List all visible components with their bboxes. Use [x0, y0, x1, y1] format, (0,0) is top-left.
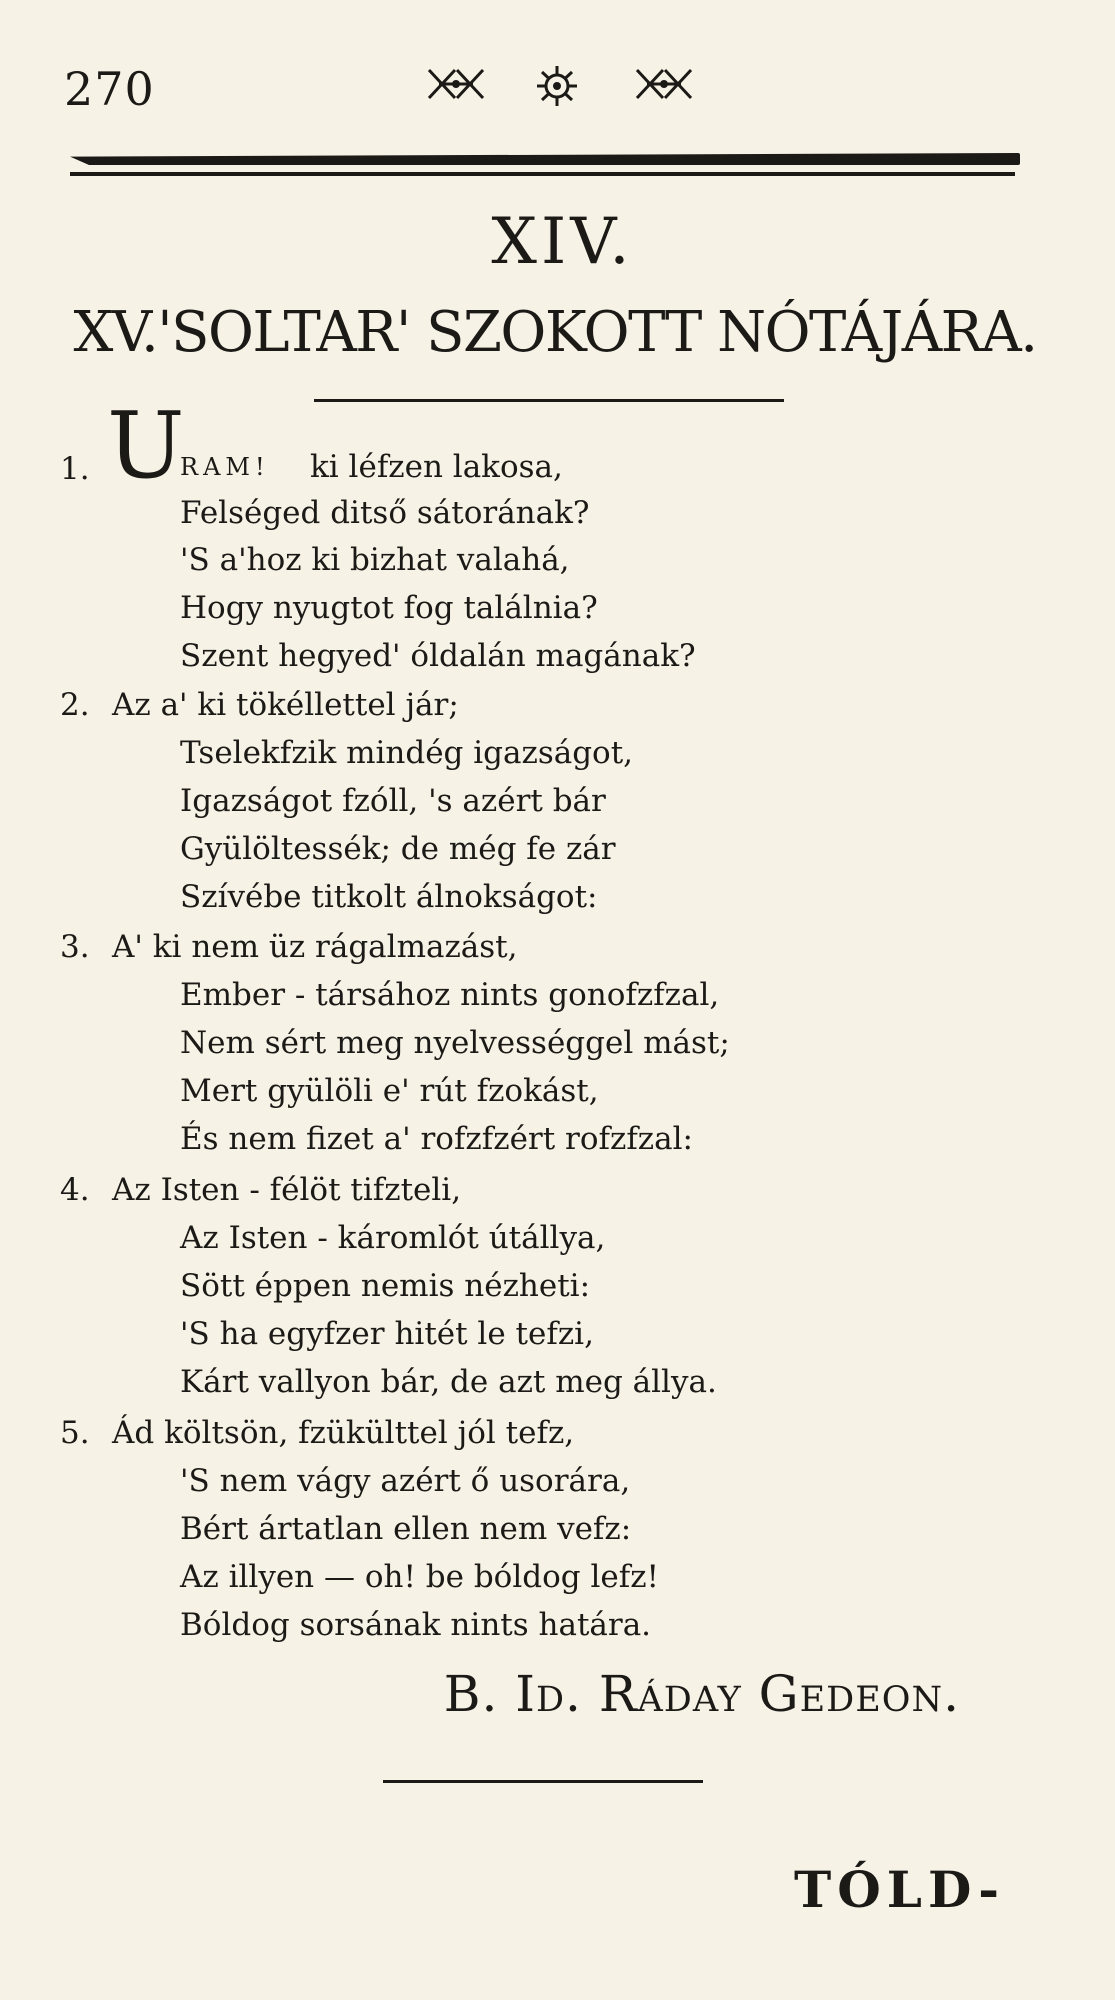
first-word-small-caps: RAM!	[180, 453, 270, 481]
catchword: TÓLD-	[794, 1860, 1005, 1919]
stanza-number: 3.	[60, 929, 90, 965]
stanza-number: 1.	[60, 451, 90, 487]
verse-line: Gyülöltessék; de még fe zár	[180, 831, 616, 867]
poem-title: XV.'SOLTAR' SZOKOTT NÓTÁJÁRA.	[73, 300, 1037, 365]
bottom-rule	[383, 1780, 703, 1783]
verse-line: 'S ha egyfzer hitét le tefzi,	[180, 1316, 594, 1352]
page-number: 270	[64, 62, 155, 116]
verse-line: ki léfzen lakosa,	[310, 449, 563, 485]
verse-line: Az illyen — oh! be bóldog lefz!	[180, 1559, 659, 1595]
stanza-number: 4.	[60, 1172, 90, 1208]
verse-line: Az Isten - félöt tifzteli,	[112, 1172, 462, 1208]
verse-line: Szívébe titkolt álnokságot:	[180, 879, 598, 915]
verse-line: A' ki nem üz rágalmazást,	[112, 929, 518, 965]
verse-line: Sött éppen nemis nézheti:	[180, 1268, 591, 1304]
verse-line: 'S nem vágy azért ő usorára,	[180, 1463, 631, 1499]
verse-line: Felséged ditső sátorának?	[180, 495, 590, 531]
verse-line: Tselekfzik mindég igazságot,	[180, 735, 634, 771]
verse-line: Bért ártatlan ellen nem vefz:	[180, 1511, 632, 1547]
stanza-number: 2.	[60, 687, 90, 723]
verse-line: Kárt vallyon bár, de azt meg állya.	[180, 1364, 717, 1400]
author-signature: B. Id. Ráday Gedeon.	[443, 1665, 960, 1723]
verse-line: Az Isten - káromlót útállya,	[180, 1220, 606, 1256]
stanza-number: 5.	[60, 1415, 90, 1451]
verse-line: Ember - társához nints gonofzfzal,	[180, 977, 720, 1013]
verse-line: Az a' ki tökéllettel jár;	[112, 687, 459, 723]
verse-line: 'S a'hoz ki bizhat valahá,	[180, 542, 570, 578]
drop-cap: U	[107, 392, 185, 499]
verse-line: Nem sért meg nyelvességgel mást;	[180, 1025, 730, 1061]
verse-line: Mert gyülöli e' rút fzokást,	[180, 1073, 599, 1109]
verse-line: Igazságot fzóll, 's azért bár	[180, 783, 606, 819]
verse-line: És nem fizet a' rofzfzért rofzfzal:	[180, 1121, 693, 1157]
verse-line: Szent hegyed' óldalán magának?	[180, 638, 696, 674]
verse-line: Bóldog sorsának nints határa.	[180, 1607, 652, 1643]
verse-line: Ád költsön, fzükülttel jól tefz,	[112, 1415, 575, 1451]
verse-line: Hogy nyugtot fog találnia?	[180, 590, 598, 626]
chapter-number: XIV.	[491, 205, 634, 279]
